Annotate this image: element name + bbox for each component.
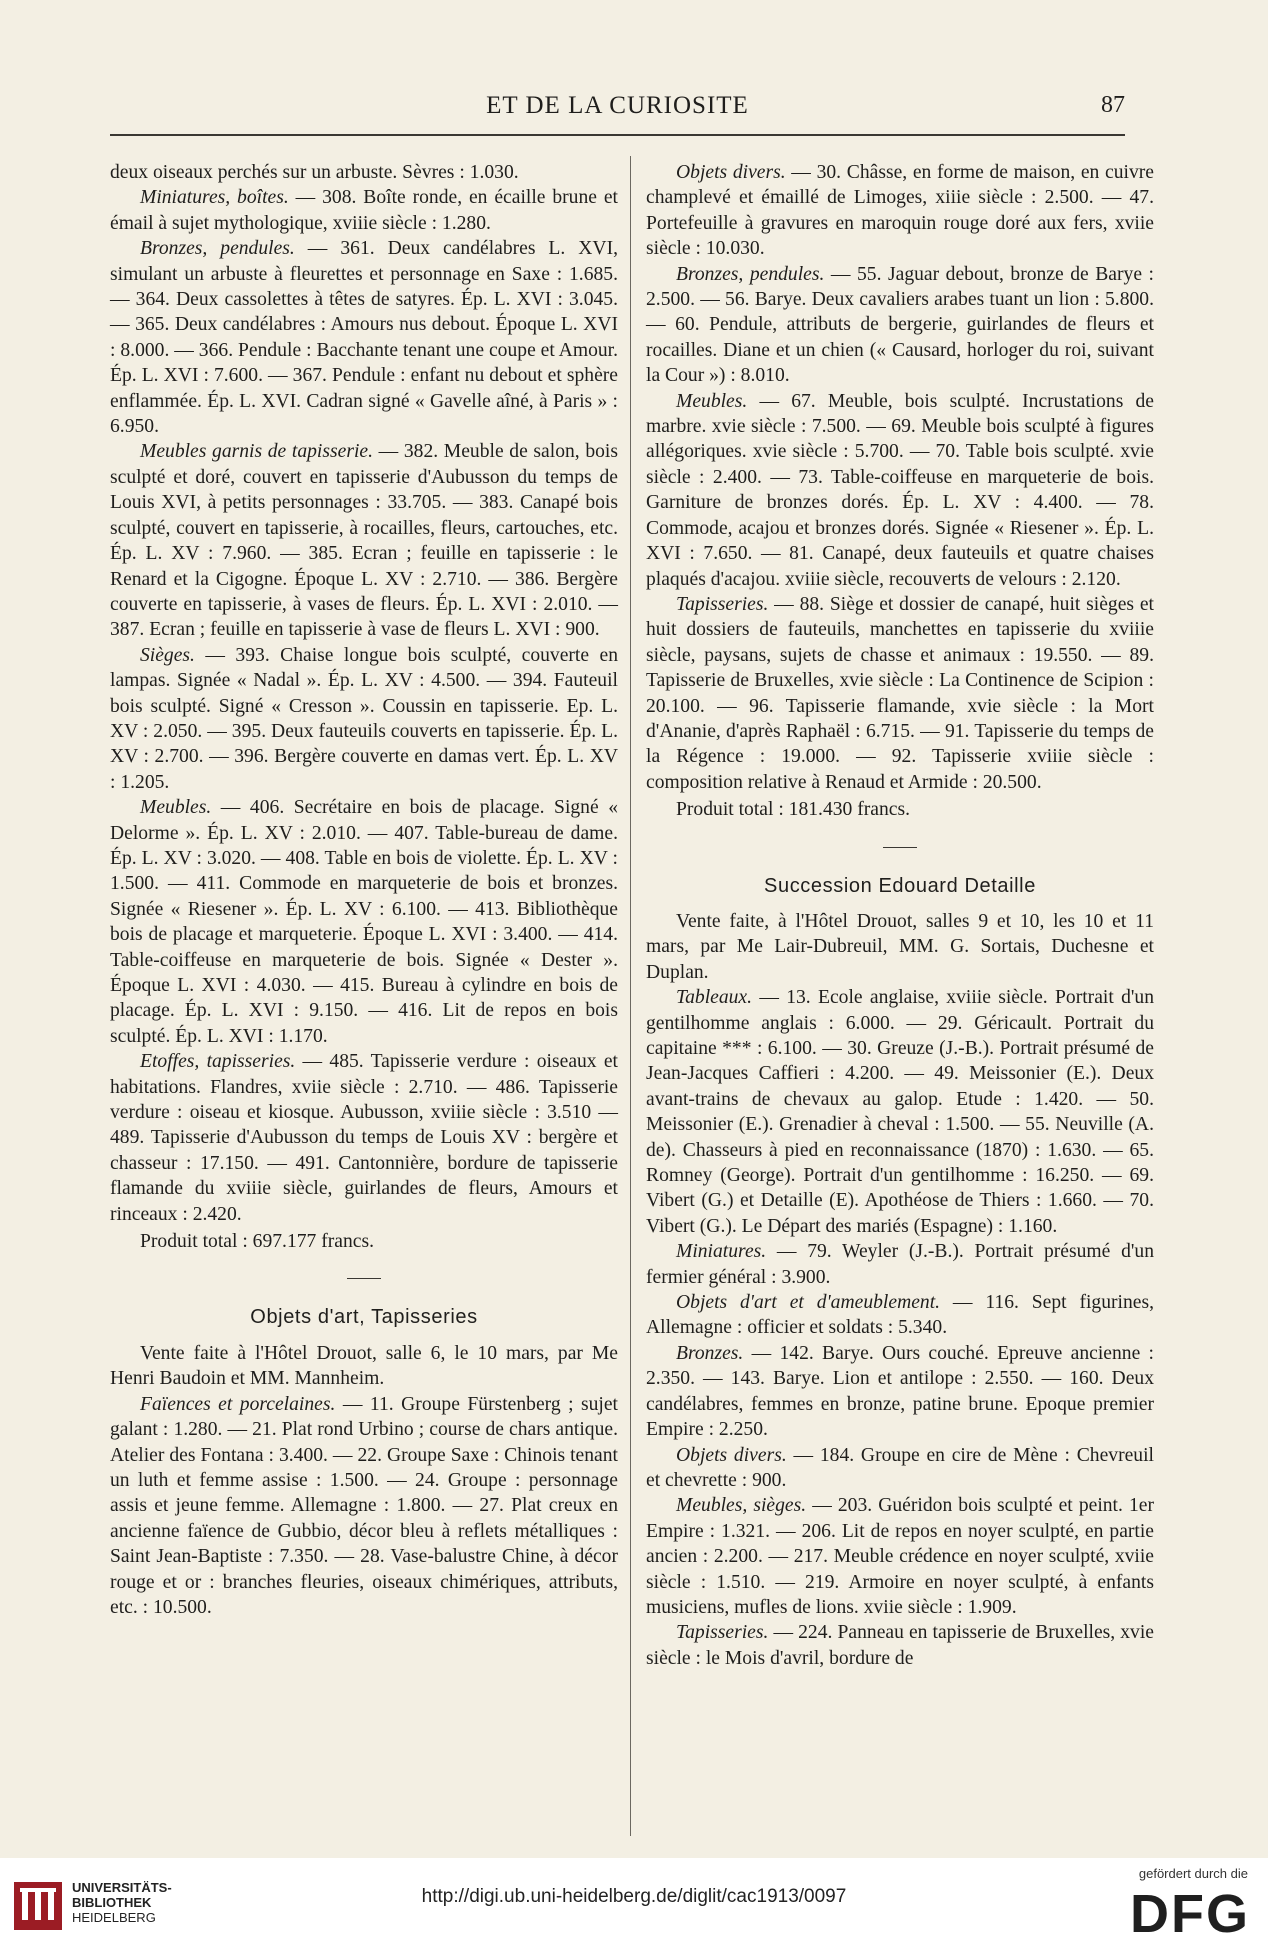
entry-category: Tableaux. (676, 987, 753, 1009)
catalogue-entry (110, 185, 618, 236)
funder-caption: gefördert durch die (1138, 1866, 1248, 1881)
catalogue-entry (110, 1049, 618, 1227)
section-intro-objets: Vente faite à l'Hôtel Drouot, salle 6, le 10 mars, par Me Henri Baudoin et MM. Mannheim. (110, 1342, 618, 1390)
entry-text: — 382. Meuble de salon, bois sculpté et doré, couvert en tapisserie d'Aubusson du temps de Louis XVI, à petits personnages : 33.705. — 383. Canapé bois sculpté, couvert en tapisserie, à rocailles, fleurs, cartouches, etc. Ép. L. XV : 7.960. — 385. Ecran ; feuille en tapisserie : le Renard et la Cigogne. Époque L. XV : 2.710. — 386. Bergère couverte en tapisserie, à vases de fleurs. Ép. L. XVI : 2.010. — 387. Ecran ; feuille en tapisserie à vase de fleurs L. XVI : 900. (110, 441, 618, 641)
entry-category: Bronzes, pendules. (140, 238, 295, 260)
entry-category: Objets divers. (676, 162, 786, 183)
catalogue-entry (110, 160, 618, 185)
section-divider (883, 847, 917, 848)
page-number: 87 (1101, 92, 1125, 118)
catalogue-entry (646, 1341, 1154, 1443)
entry-category: Tapisseries. (676, 1622, 769, 1644)
entry-category: Tapisseries. (676, 593, 769, 615)
permalink-url[interactable]: http://digi.ub.uni-heidelberg.de/diglit/cac1913/0097 (421, 1886, 847, 1907)
catalogue-entry (110, 236, 618, 439)
entry-category: Meubles. (140, 797, 212, 819)
catalogue-entry (110, 1392, 618, 1621)
section-divider (347, 1278, 381, 1279)
catalogue-entry (646, 985, 1154, 1239)
catalogue-entry (646, 592, 1154, 795)
catalogue-entry (110, 795, 618, 1049)
entry-text: — 485. Tapisserie verdure : oiseaux et habitations. Flandres, xviie siècle : 2.710. — 486. Tapisserie verdure : oiseau et kiosque. Aubusson, xviiie siècle : 3.510 — 489. Tapisserie d'Aubusson du temps de Louis XV : bergère et chasseur : 17.150. — 491. Cantonnière, bordure de tapisserie flamande du xviiie siècle, guirlandes de fleurs, Amours et rinceaux : 2.420. (110, 1051, 618, 1225)
catalogue-entry (646, 1620, 1154, 1671)
entry-text: — 88. Siège et dossier de canapé, huit sièges et huit dossiers de fauteuils, manchettes en tapisserie du xviiie siècle, paysans, sujets de chasse et animaux : 19.550. — 89. Tapisserie de Bruxelles, xvie siècle : La Continence de Scipion : 20.100. — 96. Tapisserie flamande, xvie siècle : la Mort d'Ananie, d'après Raphaël : 6.715. — 91. Tapisserie du temps de la Régence : 19.000. — 92. Tapisserie xviiie siècle : composition relative à Renaud et Armide : 20.500. (646, 593, 1154, 793)
library-name-line: UNIVERSITÄTS- (72, 1880, 172, 1895)
catalogue-entry (646, 160, 1154, 262)
entry-category: Bronzes. (676, 1342, 744, 1364)
library-name-line: HEIDELBERG (72, 1910, 156, 1925)
dfg-logo: DFG (1130, 1884, 1250, 1944)
entry-category: Miniatures, boîtes. (140, 187, 289, 209)
right-column-entries-2 (646, 985, 1154, 1671)
section-intro-detaille: Vente faite, à l'Hôtel Drouot, salles 9 et 10, les 10 et 11 mars, par Me Lair-Dubreuil, MM. G. Sortais, Duchesne et Duplan. (646, 910, 1154, 983)
header-rule (110, 134, 1125, 136)
right-column-entries (646, 160, 1154, 795)
entry-category: Sièges. (140, 644, 195, 666)
left-column-entries (110, 160, 618, 1227)
catalogue-entry (646, 1290, 1154, 1341)
entry-text: — 308. Boîte ronde, en écaille brune et émail à sujet mythologique, xviiie siècle : 1.280. (110, 187, 618, 234)
entry-text: — 79. Weyler (J.-B.). Portrait présumé d'un fermier général : 3.900. (646, 1241, 1154, 1288)
column-divider (630, 156, 631, 1836)
entry-text: — 55. Jaguar debout, bronze de Barye : 2.500. — 56. Barye. Deux cavaliers arabes tuant un lion : 5.800. — 60. Pendule, attributs de bergerie, guirlandes de fleurs et rocailles. Diane et un chien (« Causard, horloger du roi, suivant la Cour ») : 8.010. (646, 263, 1154, 387)
catalogue-entry (646, 262, 1154, 389)
entry-text: — 67. Meuble, bois sculpté. Incrustations de marbre. xvie siècle : 7.500. — 69. Meuble bois sculpté à figures allégoriques. xvie siècle : 5.700. — 70. Table bois sculpté. xvie siècle : 2.400. — 73. Table-coiffeuse en marqueterie de bois. Garniture de bronzes dorés. Ép. L. XV : 4.400. — 78. Commode, acajou et bronzes dorés. Signée « Riesener ». Ép. L. XVI : 7.650. — 81. Canapé, deux fauteuils et quatre chaises plaqués d'acajou. xviiie siècle, recouverts de velours : 2.120. (646, 390, 1154, 590)
entry-text: — 116. Sept figurines, Allemagne : officier et soldats : 5.340. (646, 1292, 1154, 1339)
left-column-entries-2 (110, 1392, 618, 1621)
entry-text: — 393. Chaise longue bois sculpté, couverte en lampas. Signée « Nadal ». Ép. L. XV : 4.500. — 394. Fauteuil bois sculpté. Signé « Cresson ». Coussin en tapisserie. Ep. L. XV : 2.050. — 395. Deux fauteuils couverts en tapisserie. Ép. L. XV : 2.700. — 396. Bergère couverte en damas vert. Ép. L. XV : 1.205. (110, 644, 618, 793)
left-column (110, 160, 618, 1620)
left-total: Produit total : 697.177 francs. (140, 1231, 375, 1253)
entry-text: — 13. Ecole anglaise, xviiie siècle. Portrait d'un gentilhomme anglais : 6.000. — 29. Géricault. Portrait du capitaine *** : 6.100. — 30. Greuze (J.-B.). Portrait présumé de Jean-Jacques Caffieri : 4.200. — 49. Meissonier (E.). Deux avant-trains de chevaux au galop. Etude : 1.420. — 50. Meissonier (E.). Grenadier à cheval : 1.500. — 55. Neuville (A. de). Chasseurs à pied en reconnaissance (1870) : 1.630. — 65. Romney (George). Portrait d'un gentilhomme : 16.250. — 69. Vibert (G.) et Detaille (E). Apothéose de Thiers : 1.660. — 70. Vibert (G.). Le Départ des mariés (Espagne) : 1.160. (646, 987, 1154, 1237)
section-heading-objets: Objets d'art, Tapisseries (250, 1306, 478, 1329)
library-name-line: BIBLIOTHEK (72, 1895, 152, 1910)
right-column (646, 160, 1154, 1671)
catalogue-entry (646, 1443, 1154, 1494)
entry-category: Objets d'art et d'ameublement. (676, 1292, 941, 1314)
catalogue-entry (110, 643, 618, 795)
entry-category: Bronzes, pendules. (676, 263, 825, 285)
entry-text: deux oiseaux perchés sur un arbuste. Sèvres : 1.030. (110, 162, 519, 183)
entry-text: — 203. Guéridon bois sculpté et peint. 1er Empire : 1.321. — 206. Lit de repos en noyer sculpté, en partie ancien : 2.200. — 217. Meuble crédence en noyer sculpté, xviie siècle : 1.510. — 219. Armoire en noyer sculpté, à enfants musiciens, mufles de lions. xviie siècle : 1.909. (646, 1495, 1154, 1618)
entry-category: Miniatures. (676, 1241, 767, 1263)
entry-text: — 224. Panneau en tapisserie de Bruxelles, xvie siècle : le Mois d'avril, bordure de (646, 1622, 1154, 1669)
catalogue-entry (646, 389, 1154, 592)
footer-bar (0, 1858, 1268, 1950)
entry-category: Faïences et porcelaines. (140, 1393, 336, 1415)
entry-text: — 361. Deux candélabres L. XVI, simulant un arbuste à fleurettes et personnage en Saxe : 1.685. — 364. Deux cassolettes à têtes de satyres. Ép. L. XVI : 3.045. — 365. Deux candélabres : Amours nus debout. Époque L. XVI : 8.000. — 366. Pendule : Bacchante tenant une coupe et Amour. Ép. L. XVI : 7.600. — 367. Pendule : enfant nu debout et sphère enflammée. Ép. L. XVI. Cadran signé « Gavelle aîné, à Paris » : 6.950. (110, 238, 618, 438)
catalogue-entry (110, 439, 618, 642)
entry-text: — 11. Groupe Fürstenberg ; sujet galant : 1.280. — 21. Plat rond Urbino ; course de chars antique. Atelier des Fontana : 3.400. — 22. Groupe Saxe : Chinois tenant un luth et femme assise : 1.500. — 24. Groupe : personnage assis et jeune femme. Allemagne : 1.800. — 27. Plat creux en ancienne faïence de Gubbio, décor bleu à reflets métalliques : Saint Jean-Baptiste : 7.350. — 28. Vase-balustre Chine, à décor rouge et or : branches fleuries, oiseaux chimériques, attributs, etc. : 10.500. (110, 1393, 618, 1618)
entry-text: — 30. Châsse, en forme de maison, en cuivre champlevé et émaillé de Limoges, xiiie siècle : 2.500. — 47. Portefeuille à gravures en maroquin rouge doré aux fers, xviie siècle : 10.030. (646, 162, 1154, 260)
catalogue-entry (646, 1239, 1154, 1290)
section-heading-detaille: Succession Edouard Detaille (764, 874, 1036, 897)
entry-text: — 184. Groupe en cire de Mène : Chevreuil et chevrette : 900. (646, 1444, 1154, 1491)
entry-text: — 142. Barye. Ours couché. Epreuve ancienne : 2.350. — 143. Barye. Lion et antilope : 2.550. — 160. Deux candélabres, femmes en bronze, patine brune. Epoque premier Empire : 2.250. (646, 1342, 1154, 1441)
running-head (110, 92, 1125, 122)
running-head-title: ET DE LA CURIOSITE (486, 92, 749, 119)
entry-text: — 406. Secrétaire en bois de placage. Signé « Delorme ». Ép. L. XV : 2.010. — 407. Table-bureau de dame. Ép. L. XV : 3.020. — 408. Table en bois de violette. Ép. L. XV : 1.500. — 411. Commode en marqueterie de bois et bronzes. Signée « Riesener ». Ép. L. XV : 6.100. — 413. Bibliothèque bois de placage et marqueterie. Époque L. XVI : 3.400. — 414. Table-coiffeuse en marqueterie de bois. Signée « Dester ». Époque L. XVI : 4.030. — 415. Bureau à cylindre en bois de placage. Ép. L. XVI : 9.150. — 416. Lit de repos en bois sculpté. Ép. L. XVI : 1.170. (110, 797, 618, 1047)
entry-category: Meubles garnis de tapisserie. (140, 441, 373, 463)
catalogue-entry (646, 1493, 1154, 1620)
entry-category: Meubles. (676, 390, 748, 412)
entry-category: Objets divers. (676, 1444, 787, 1466)
entry-category: Etoffes, tapisseries. (140, 1051, 296, 1073)
entry-category: Meubles, sièges. (676, 1495, 807, 1517)
right-total: Produit total : 181.430 francs. (676, 799, 911, 821)
